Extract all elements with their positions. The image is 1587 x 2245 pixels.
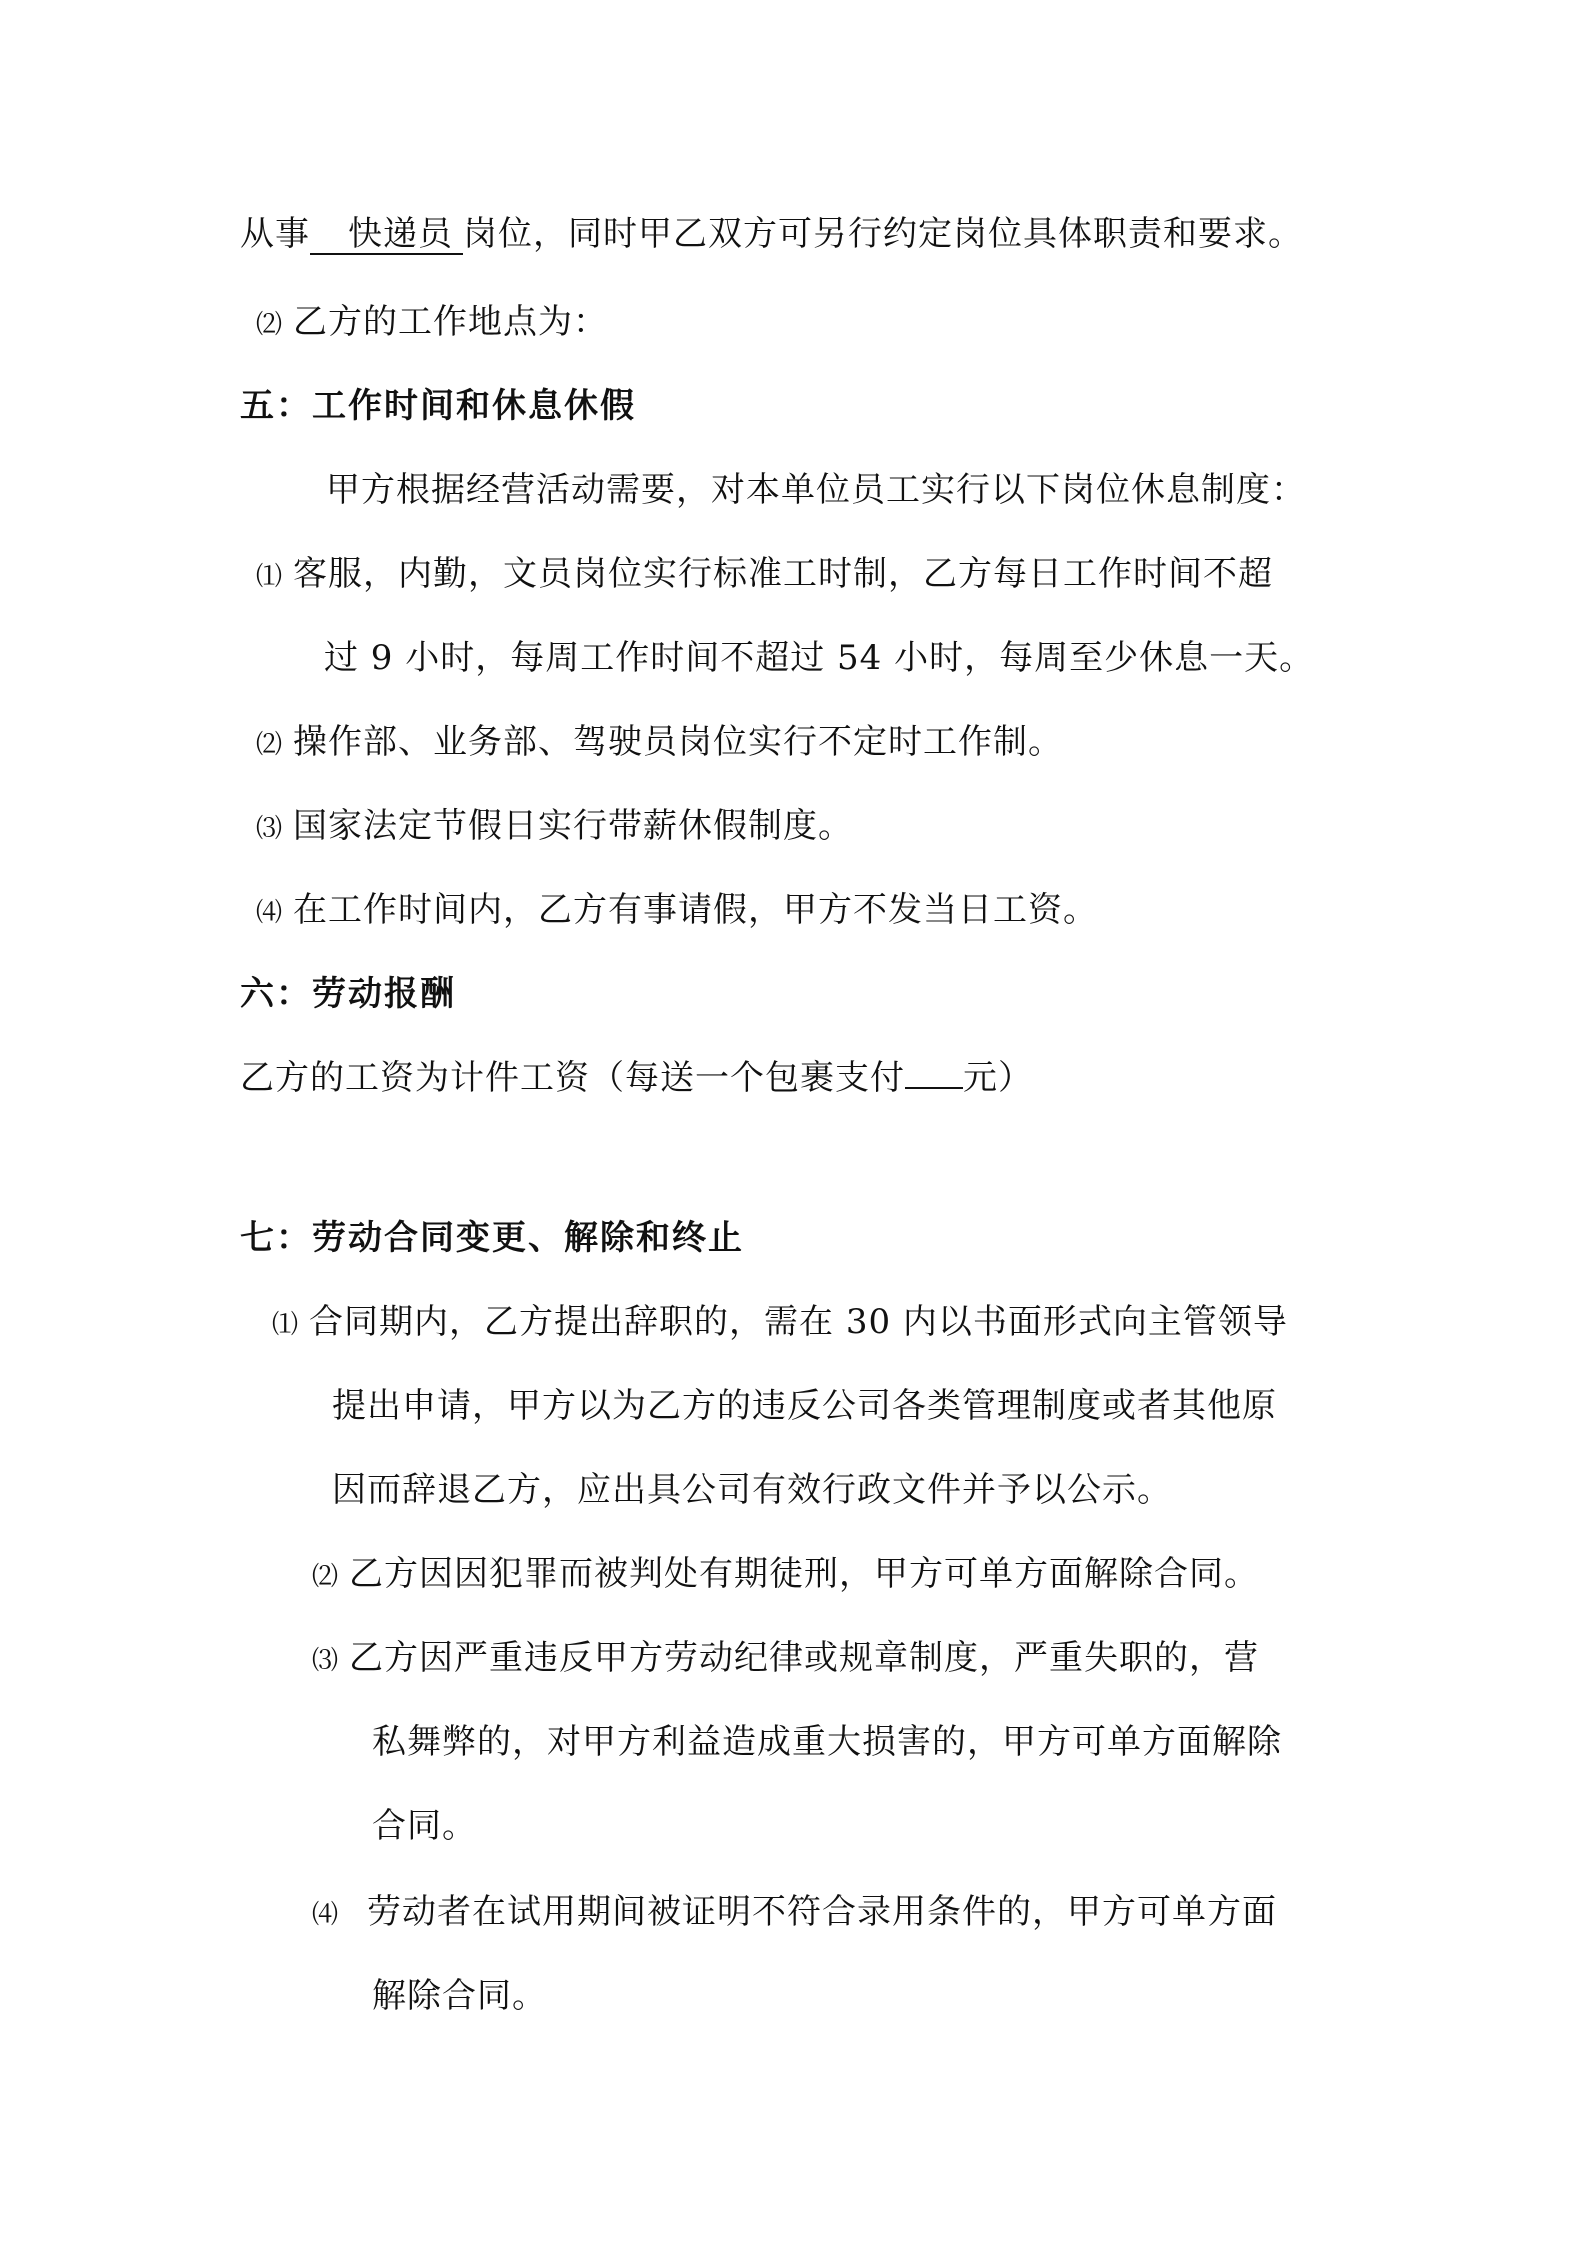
item-text: 劳动者在试用期间被证明不符合录用条件的，甲方可单方面 — [367, 1892, 1278, 1932]
item-text: 在工作时间内，乙方有事请假，甲方不发当日工资。 — [293, 890, 1099, 930]
wage-amount-blank — [905, 1057, 963, 1089]
item-text: 国家法定节假日实行带薪休假制度。 — [293, 806, 854, 846]
item-number: ⑵ — [256, 730, 284, 760]
section-7-item-3-cont-1: 私舞弊的，对甲方利益造成重大损害的，甲方可单方面解除 — [372, 1722, 1282, 1762]
wage-text-after: 元） — [963, 1058, 1033, 1098]
item-number: ⑴ — [272, 1310, 300, 1340]
wage-line — [240, 1056, 1033, 1100]
item-text: 乙方因严重违反甲方劳动纪律或规章制度，严重失职的，营 — [349, 1638, 1260, 1678]
section-7-item-1-cont-2: 因而辞退乙方，应出具公司有效行政文件并予以公示。 — [332, 1470, 1172, 1510]
section-5-item-3 — [256, 804, 853, 851]
wage-text-before: 乙方的工资为计件工资（每送一个包裹支付 — [240, 1058, 905, 1098]
section-7-item-3-cont-2: 合同。 — [372, 1806, 477, 1846]
section-7-item-4-cont: 解除合同。 — [372, 1976, 547, 2016]
section-5-heading: 五：工作时间和休息休假 — [240, 386, 636, 426]
item-text: 操作部、业务部、驾驶员岗位实行不定时工作制。 — [293, 722, 1064, 762]
item-text: 客服，内勤，文员岗位实行标准工时制，乙方每日工作时间不超 — [293, 554, 1274, 594]
section-5-intro: 甲方根据经营活动需要，对本单位员工实行以下岗位休息制度： — [326, 470, 1306, 510]
item-text: 合同期内，乙方提出辞职的，需在 30 内以书面形式向主管领导 — [309, 1302, 1288, 1342]
item-number: ⑵ — [256, 310, 284, 340]
section-5-item-2 — [256, 720, 1063, 767]
section-5-item-1 — [256, 552, 1273, 599]
work-location-text: 乙方的工作地点为： — [293, 302, 609, 342]
section-5-item-1-cont: 过 9 小时，每周工作时间不超过 54 小时，每周至少休息一天。 — [324, 638, 1315, 678]
work-location-line — [256, 300, 608, 347]
item-number: ⑶ — [312, 1646, 340, 1676]
section-7-item-3 — [312, 1636, 1259, 1683]
section-7-item-1 — [272, 1300, 1288, 1347]
section-7-item-1-cont-1: 提出申请，甲方以为乙方的违反公司各类管理制度或者其他原 — [332, 1386, 1277, 1426]
job-post-prefix: 从事 — [240, 214, 310, 254]
section-7-item-4 — [312, 1890, 1277, 1937]
job-title-field: 快递员 — [310, 215, 463, 255]
item-text: 乙方因因犯罪而被判处有期徒刑，甲方可单方面解除合同。 — [349, 1554, 1260, 1594]
item-number: ⑷ — [256, 898, 284, 928]
item-number: ⑵ — [312, 1562, 340, 1592]
item-number: ⑶ — [256, 814, 284, 844]
item-number: ⑴ — [256, 562, 284, 592]
section-7-item-2 — [312, 1552, 1259, 1599]
section-5-item-4 — [256, 888, 1098, 935]
section-6-heading: 六：劳动报酬 — [240, 974, 456, 1014]
job-post-line — [240, 212, 1303, 256]
item-number: ⑷ — [312, 1900, 340, 1930]
section-7-heading: 七：劳动合同变更、解除和终止 — [240, 1218, 744, 1258]
job-post-suffix: 岗位，同时甲乙双方可另行约定岗位具体职责和要求。 — [463, 214, 1303, 254]
